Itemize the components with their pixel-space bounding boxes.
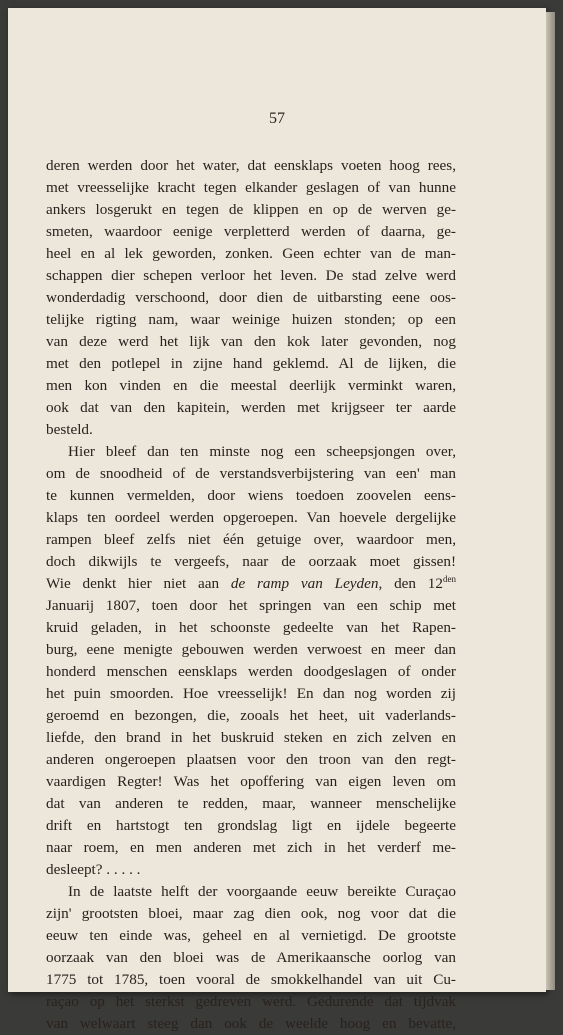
book-page: [8, 8, 546, 1032]
text-line: burg, eene menigte gebouwen werden verwoest en meer dan: [46, 641, 456, 658]
text-line: deren werden door het water, dat eensklaps voeten hoog rees,: [46, 157, 456, 174]
text-line: met den potlepel in zijne hand geklemd. Al de lijken, die: [46, 355, 456, 372]
body-text: [46, 155, 456, 1035]
text-line: doch dikwijls te vergeefs, naar de oorzaak moet gissen!: [46, 553, 456, 570]
text-line: desleept? . . . . .: [46, 861, 141, 878]
text-line: raçao op het sterkst gedreven werd. Gedurende dat tijdvak: [46, 993, 456, 1010]
text-line: liefde, den brand in het buskruid steken en zich zelven en: [46, 729, 456, 746]
text-line: te kunnen vermelden, door wiens toedoen zoovelen eens-: [46, 487, 456, 504]
text-segment: Wie denkt hier niet aan: [46, 575, 231, 592]
text-line: naar roem, en men anderen met zich in het verderf me-: [46, 839, 456, 856]
text-line: oorzaak van den bloei was de Amerikaansche oorlog van: [46, 949, 456, 966]
text-line: klaps ten oordeel werden opgeroepen. Van hoevele dergelijke: [46, 509, 456, 526]
text-line: In de laatste helft der voorgaande eeuw bereikte Curaçao: [68, 883, 456, 900]
text-line: eeuw ten einde was, geheel en al vernietigd. De grootste: [46, 927, 456, 944]
superscript: den: [443, 574, 456, 584]
text-line-mixed: [46, 573, 456, 595]
text-line: van welwaart steeg dan ook de weelde hoog en bevatte,: [46, 1015, 456, 1032]
text-line: smeten, waardoor eenige verpletterd werden of daarna, ge-: [46, 223, 456, 240]
text-line: het puin smoorden. Hoe vreesselijk! En dan nog worden zij: [46, 685, 456, 702]
text-line: om de snoodheid of de verstandsverbijstering van een' man: [46, 465, 456, 482]
text-line: wonderdadig verschoond, door dien de uitbarsting eene oos-: [46, 289, 456, 306]
text-line: rampen bleef zelfs niet één getuige over, waardoor men,: [46, 531, 456, 548]
text-line: ook dat van den kapitein, werden met krijgseer ter aarde: [46, 399, 456, 416]
text-line: telijke rigting nam, waar weinige huizen stonden; op een: [46, 311, 456, 328]
text-line: van deze werd het lijk van den kok later gevonden, nog: [46, 333, 456, 350]
text-line: Januarij 1807, toen door het springen van een schip met: [46, 597, 456, 614]
text-line: men kon vinden en die meestal deerlijk verminkt waren,: [46, 377, 456, 394]
text-line: drift en hartstogt ten grondslag ligt en ijdele begeerte: [46, 817, 456, 834]
text-segment: , den 12: [378, 575, 443, 592]
text-line: besteld.: [46, 421, 93, 438]
text-line: kruid geladen, in het schoonste gedeelte van het Rapen-: [46, 619, 456, 636]
page-edge: [546, 12, 555, 990]
text-line: met vreesselijke kracht tegen elkander geslagen of van hunne: [46, 179, 456, 196]
text-line: geroemd en bezongen, die, zooals het heet, uit vaderlands-: [46, 707, 456, 724]
page-number: 57: [269, 110, 285, 127]
text-line: zijn' grootsten bloei, maar zag dien ook, nog voor dat die: [46, 905, 456, 922]
text-line: Hier bleef dan ten minste nog een scheepsjongen over,: [68, 443, 456, 460]
text-line: dat van anderen te redden, maar, wanneer menschelijke: [46, 795, 456, 812]
text-line: vaardigen Regter! Was het opoffering van eigen leven om: [46, 773, 456, 790]
italic-place-name: de ramp van Leyden: [230, 575, 379, 592]
text-line: 1775 tot 1785, toen vooral de smokkelhandel van uit Cu-: [46, 971, 456, 988]
text-line: ankers losgerukt en tegen de klippen en op de werven ge-: [46, 201, 456, 218]
text-line: honderd menschen eensklaps werden doodgeslagen of onder: [46, 663, 456, 680]
text-line: heel en al lek geworden, zonken. Geen echter van de man-: [46, 245, 456, 262]
text-line: anderen ongeroepen plaatsen voor den troon van den regt-: [46, 751, 456, 768]
text-line: schappen dier schepen verloor het leven. De stad zelve werd: [46, 267, 456, 284]
